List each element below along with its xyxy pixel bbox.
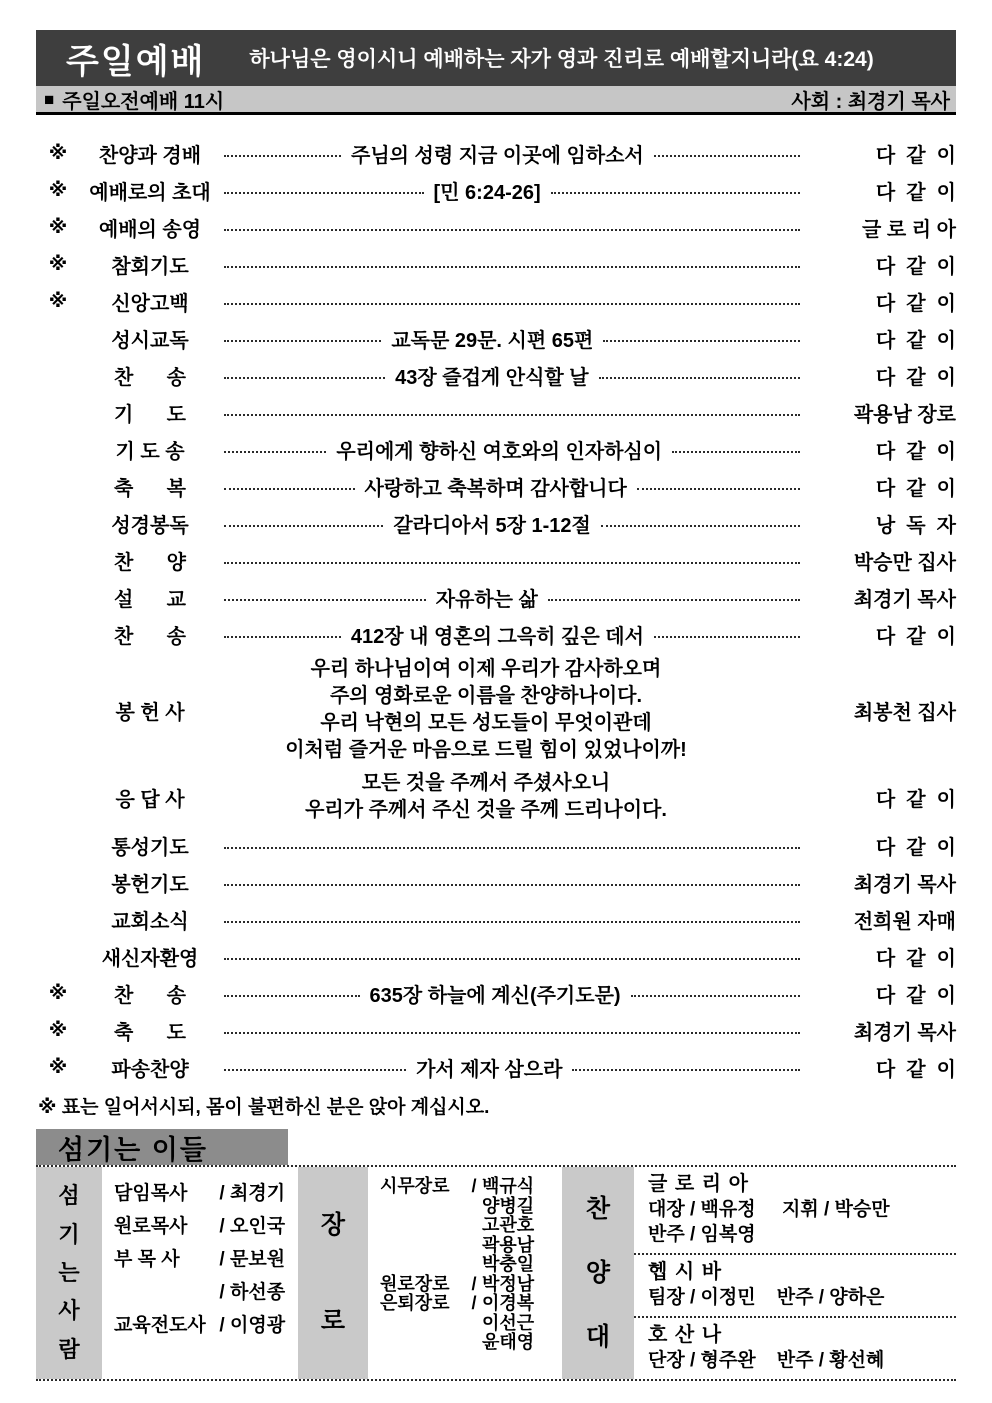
page-title: 주일예배 [66, 42, 206, 81]
order-item-label: 성시교독 [111, 330, 189, 352]
order-item-performer: 다 같 이 [875, 788, 956, 811]
order-item-performer: 최봉천 집사 [853, 701, 956, 724]
order-item-label: 예배로의 초대 [89, 182, 211, 204]
role-name-separator: / [219, 1216, 225, 1237]
servant-name: 최경기 [230, 1183, 286, 1204]
dotted-leader [224, 377, 385, 379]
choir-staff-line: 단장 / 형주완 반주 / 황선혜 [648, 1350, 885, 1371]
servant-role: 은퇴장로 [380, 1293, 450, 1313]
order-item-middle [220, 412, 804, 414]
dotted-leader [224, 155, 341, 157]
order-item-label: 봉헌기도 [111, 874, 189, 896]
choir-cell [634, 1167, 956, 1379]
order-item-middle [220, 882, 804, 884]
order-item-label: 예배의 송영 [98, 219, 202, 241]
role-name-separator: / [219, 1183, 225, 1204]
servant-name: 박충일 [482, 1254, 535, 1274]
servant-name: 오인국 [230, 1216, 286, 1237]
servant-name: 백규식 [482, 1176, 535, 1196]
order-row [36, 468, 956, 505]
order-item-performer: 최경기 목사 [853, 589, 956, 611]
order-item-performer: 곽용남 장로 [853, 404, 956, 426]
order-item-middle [220, 264, 804, 266]
choir-header-char: 대 [585, 1322, 611, 1351]
order-item-performer: 다 같 이 [875, 293, 956, 315]
servant-name: 하선종 [230, 1282, 286, 1303]
order-item-performer: 박승만 집사 [853, 552, 956, 574]
choir-name: 글 로 리 아 [648, 1173, 749, 1195]
dotted-leader [224, 847, 800, 849]
order-item-detail: 우리에게 향하신 여호와의 인자하심이 [336, 441, 663, 463]
role-name-separator: / [471, 1273, 477, 1294]
order-item-middle [220, 979, 804, 1008]
choir-name: 호 산 나 [648, 1324, 723, 1346]
dotted-leader [603, 340, 800, 342]
servant-line [380, 1197, 558, 1217]
order-item-middle [220, 301, 804, 303]
dotted-leader [599, 377, 800, 379]
dotted-leader [224, 995, 360, 997]
choir-header-char: 찬 [585, 1194, 611, 1223]
servant-line [114, 1309, 294, 1342]
order-item-detail: [민 6:24-26] [433, 182, 541, 204]
elders-header-char: 장 [320, 1210, 346, 1239]
service-time-bar [36, 86, 956, 115]
dotted-leader [224, 958, 800, 960]
order-item-performer: 다 같 이 [875, 1059, 956, 1081]
bulletin-header [36, 30, 956, 86]
order-item-detail: 주님의 성령 지금 이곳에 임하소서 [351, 145, 644, 167]
order-item-performer: 다 같 이 [875, 182, 956, 204]
dotted-leader [551, 192, 800, 194]
order-item-performer: 다 같 이 [875, 985, 956, 1007]
servants-section-title: 섬기는 이들 [36, 1129, 288, 1165]
servant-line [380, 1216, 558, 1236]
order-item-label: 통성기도 [111, 837, 189, 859]
servant-name: 이경복 [482, 1293, 535, 1313]
order-item-middle [220, 227, 804, 229]
order-item-text-block [305, 770, 667, 824]
order-item-label: 찬양과 경배 [98, 145, 202, 167]
dotted-leader [224, 921, 800, 923]
order-item-text-line: 이처럼 즐거운 마음으로 드릴 힘이 있었나이까! [285, 739, 687, 761]
dotted-leader [224, 229, 800, 231]
standing-marker: ※ [48, 217, 68, 238]
choir-header-char: 양 [585, 1258, 611, 1287]
order-item-label: 찬 송 [114, 626, 186, 648]
dotted-leader [224, 884, 800, 886]
dotted-leader [654, 155, 800, 157]
header-verse: 하나님은 영이시니 예배하는 자가 영과 진리로 예배할지니라(요 4:24) [249, 48, 874, 71]
order-item-text-line: 주의 영화로운 이름을 찬양하나이다. [329, 685, 643, 707]
order-item-performer: 다 같 이 [875, 145, 956, 167]
servants-table [36, 1165, 956, 1381]
servant-line [380, 1255, 558, 1275]
order-item-middle [220, 1053, 804, 1082]
dotted-leader [572, 1069, 800, 1071]
standing-marker: ※ [48, 143, 68, 164]
order-item-middle [220, 176, 804, 205]
pastors-header-char: 사 [58, 1298, 80, 1324]
order-item-text-line: 우리 하나님이여 이제 우리가 감사하오며 [310, 658, 662, 680]
choir-col-header [562, 1167, 634, 1379]
standing-marker: ※ [48, 254, 68, 275]
dotted-leader [637, 488, 800, 490]
order-item-middle [220, 1030, 804, 1032]
servant-name: 양병길 [482, 1195, 535, 1216]
order-item-performer: 최경기 목사 [853, 874, 956, 896]
order-item-label: 찬 송 [114, 367, 186, 389]
order-item-label: 찬 양 [114, 552, 186, 574]
order-row [36, 283, 956, 320]
order-item-label: 참회기도 [111, 256, 189, 278]
servant-line [380, 1333, 558, 1353]
order-item-middle [220, 509, 804, 538]
servant-line [380, 1275, 558, 1295]
order-item-performer: 다 같 이 [875, 367, 956, 389]
order-item-performer: 최경기 목사 [853, 1022, 956, 1044]
square-bullet-icon: ■ [44, 89, 55, 109]
servant-role: 부 목 사 [114, 1249, 180, 1270]
servant-role: 담임목사 [114, 1183, 188, 1204]
order-row [36, 505, 956, 542]
servant-name: 박정남 [482, 1273, 535, 1294]
order-item-middle [220, 620, 804, 649]
order-item-detail: 갈라디아서 5장 1-12절 [393, 515, 591, 537]
order-item-text-line: 모든 것을 주께서 주셨사오니 [361, 772, 611, 794]
order-item-middle [220, 472, 804, 501]
order-row [36, 246, 956, 283]
choir-staff-line: 반주 / 임복영 [648, 1224, 756, 1245]
order-row [36, 431, 956, 468]
order-row [36, 767, 956, 827]
choir-group [634, 1316, 956, 1379]
standing-marker: ※ [48, 1057, 68, 1078]
order-row [36, 172, 956, 209]
order-item-performer: 다 같 이 [875, 256, 956, 278]
order-item-performer: 다 같 이 [875, 837, 956, 859]
order-item-detail: 자유하는 삶 [435, 589, 538, 611]
pastors-header-char: 기 [58, 1221, 80, 1247]
servant-line [114, 1177, 294, 1210]
servant-name: 고관호 [482, 1215, 535, 1235]
order-item-performer: 다 같 이 [875, 948, 956, 970]
order-item-performer: 낭 독 자 [875, 515, 956, 537]
dotted-leader [224, 1032, 800, 1034]
service-time-label: 주일오전예배 11시 [62, 90, 225, 113]
order-row [36, 542, 956, 579]
dotted-leader [224, 192, 424, 194]
presider-label: 사회 : 최경기 목사 [791, 90, 950, 113]
role-name-separator: / [219, 1249, 225, 1270]
elders-col-header [298, 1167, 368, 1379]
order-item-middle [220, 956, 804, 958]
order-item-middle [220, 656, 804, 764]
dotted-leader [224, 414, 800, 416]
order-item-label: 축 도 [114, 1022, 186, 1044]
order-row [36, 209, 956, 246]
order-row [36, 1049, 956, 1086]
role-name-separator: / [219, 1282, 225, 1303]
servant-role: 교육전도사 [114, 1315, 206, 1336]
dotted-leader [631, 995, 800, 997]
order-item-label: 축 복 [114, 478, 186, 500]
choir-staff-line: 팀장 / 이정민 반주 / 양하은 [648, 1287, 885, 1308]
servant-role: 원로목사 [114, 1216, 188, 1237]
dotted-leader [601, 525, 800, 527]
servant-line [380, 1294, 558, 1314]
order-item-label: 새신자환영 [101, 948, 199, 970]
dotted-leader [224, 562, 800, 564]
order-item-performer: 글 로 리 아 [862, 219, 956, 241]
pastors-header-char: 는 [58, 1259, 80, 1285]
choir-staff-line: 대장 / 백유정 지휘 / 박승만 [648, 1199, 890, 1220]
order-item-label: 신앙고백 [111, 293, 189, 315]
order-item-detail: 635장 하늘에 계신(주기도문) [369, 985, 621, 1007]
servant-line [114, 1276, 294, 1309]
choir-group [634, 1167, 956, 1253]
servant-line [380, 1314, 558, 1334]
dotted-leader [224, 303, 800, 305]
order-row [36, 827, 956, 864]
pastors-header-char: 람 [58, 1336, 80, 1362]
order-item-middle [220, 139, 804, 168]
order-row [36, 135, 956, 172]
servant-line [380, 1177, 558, 1197]
order-item-label: 교회소식 [111, 911, 189, 933]
order-item-performer: 다 같 이 [875, 478, 956, 500]
dotted-leader [224, 266, 800, 268]
order-item-detail: 가서 제자 삼으라 [416, 1059, 563, 1081]
dotted-leader [224, 340, 381, 342]
order-of-worship [36, 135, 956, 1086]
servant-role: 시무장로 [380, 1176, 450, 1196]
order-item-text-line: 우리 낙현의 모든 성도들이 무엇이관데 [320, 712, 652, 734]
servant-name: 곽용남 [482, 1234, 535, 1255]
order-item-detail: 412장 내 영혼의 그윽히 깊은 데서 [350, 626, 644, 648]
order-row [36, 938, 956, 975]
order-item-label: 성경봉독 [111, 515, 189, 537]
order-item-label: 기 도 송 [115, 441, 185, 463]
standing-marker: ※ [48, 983, 68, 1004]
servant-line [380, 1236, 558, 1256]
servant-line [114, 1210, 294, 1243]
dotted-leader [224, 488, 355, 490]
order-item-label: 기 도 [114, 404, 186, 426]
order-item-performer: 다 같 이 [875, 626, 956, 648]
order-item-label: 설 교 [114, 589, 186, 611]
order-item-middle [220, 919, 804, 921]
servant-role: 원로장로 [380, 1273, 450, 1294]
order-item-text-block [285, 656, 687, 764]
order-row [36, 975, 956, 1012]
order-item-performer: 전희원 자매 [853, 911, 956, 933]
order-row [36, 864, 956, 901]
role-name-separator: / [219, 1315, 225, 1336]
order-item-middle [220, 583, 804, 612]
order-item-middle [220, 770, 804, 824]
order-row [36, 394, 956, 431]
pastors-col-header [36, 1167, 102, 1379]
pastors-cell [102, 1167, 298, 1379]
order-row [36, 320, 956, 357]
standing-footnote: ※ 표는 일어서시되, 몸이 불편하신 분은 앉아 계십시오. [38, 1097, 490, 1118]
dotted-leader [224, 1069, 406, 1071]
choir-name: 헵 시 바 [648, 1261, 723, 1283]
order-item-detail: 43장 즐겁게 안식할 날 [395, 367, 589, 389]
servant-line [114, 1243, 294, 1276]
order-item-middle [220, 361, 804, 390]
order-row [36, 901, 956, 938]
order-row [36, 357, 956, 394]
dotted-leader [224, 599, 426, 601]
servant-name: 문보원 [230, 1249, 286, 1270]
order-item-performer: 다 같 이 [875, 330, 956, 352]
dotted-leader [672, 451, 800, 453]
order-item-detail: 사랑하고 축복하며 감사합니다 [364, 478, 627, 500]
order-row [36, 616, 956, 653]
order-item-label: 봉 헌 사 [115, 701, 185, 724]
servant-name: 이영광 [230, 1315, 286, 1336]
standing-marker: ※ [48, 291, 68, 312]
order-item-middle [220, 435, 804, 464]
order-item-middle [220, 845, 804, 847]
dotted-leader [224, 636, 341, 638]
servant-name: 윤태영 [482, 1332, 535, 1352]
servant-name: 이선근 [482, 1312, 535, 1333]
role-name-separator: / [471, 1293, 477, 1313]
standing-marker: ※ [48, 1020, 68, 1041]
choir-group [634, 1253, 956, 1316]
dotted-leader [654, 636, 800, 638]
standing-marker: ※ [48, 180, 68, 201]
elders-cell [368, 1167, 562, 1379]
order-item-label: 파송찬양 [111, 1059, 189, 1081]
order-row [36, 579, 956, 616]
order-item-middle [220, 324, 804, 353]
dotted-leader [224, 525, 383, 527]
order-row [36, 1012, 956, 1049]
order-item-middle [220, 560, 804, 562]
order-item-label: 응 답 사 [115, 788, 185, 811]
dotted-leader [224, 451, 326, 453]
order-item-performer: 다 같 이 [875, 441, 956, 463]
order-item-detail: 교독문 29문. 시편 65편 [391, 330, 594, 352]
role-name-separator: / [471, 1176, 477, 1196]
pastors-header-char: 섬 [58, 1183, 80, 1209]
order-row [36, 653, 956, 767]
dotted-leader [548, 599, 800, 601]
order-item-label: 찬 송 [114, 985, 186, 1007]
elders-header-char: 로 [320, 1306, 346, 1335]
order-item-text-line: 우리가 주께서 주신 것을 주께 드리나이다. [305, 799, 667, 821]
